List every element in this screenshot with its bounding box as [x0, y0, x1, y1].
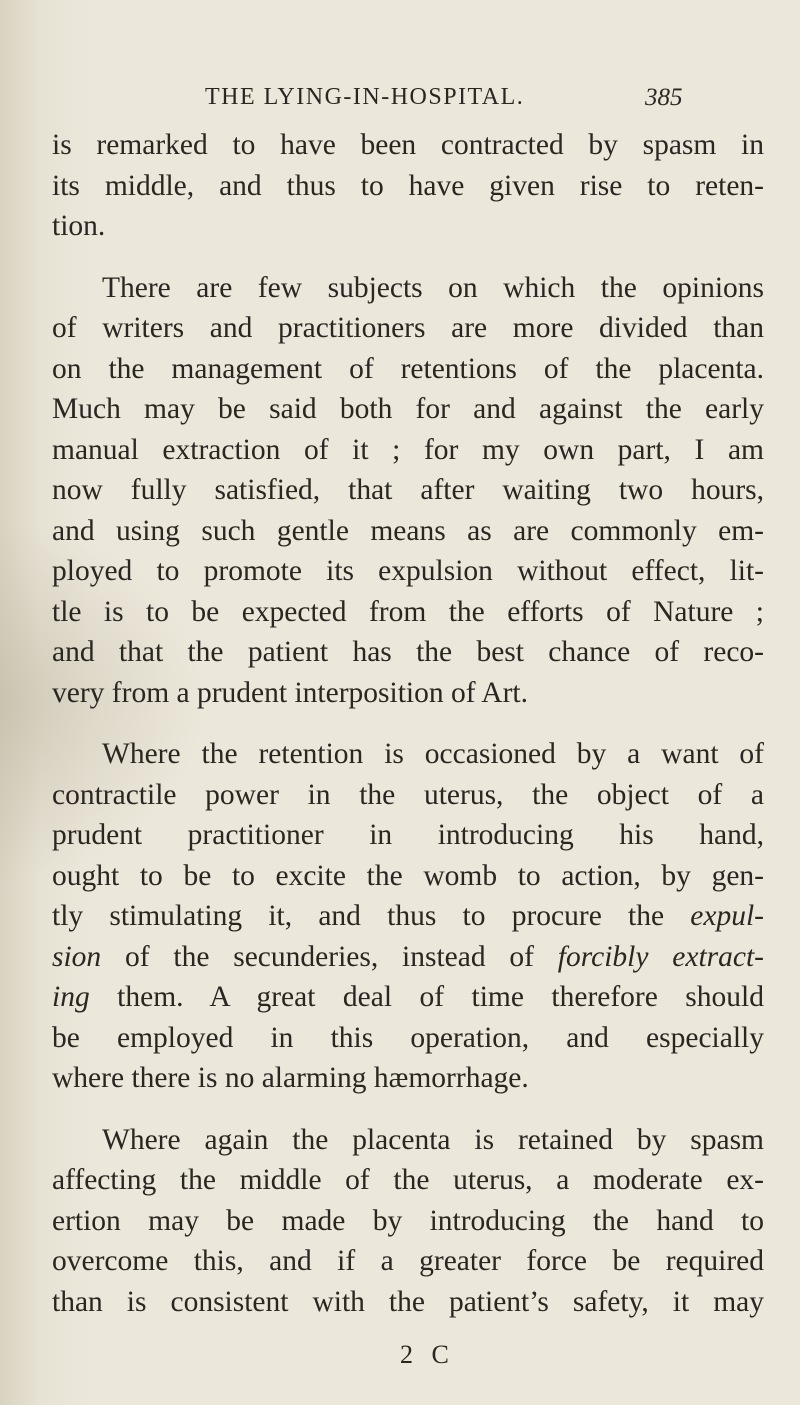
text-line: than is consistent with the patient’s safety, it may — [52, 1285, 764, 1318]
text-line: Much may be said both for and against the early — [52, 393, 764, 425]
text-line — [52, 896, 764, 937]
text-line: now fully satisfied, that after waiting two hours, — [52, 474, 764, 506]
text-line — [52, 977, 764, 1018]
text-line: ought to be to excite the womb to action, by gen- — [52, 859, 764, 892]
running-title: THE LYING-IN-HOSPITAL. — [205, 84, 525, 110]
page-number: 385 — [645, 84, 683, 111]
text-line: and that the patient has the best chance of reco- — [52, 636, 764, 668]
paragraph-3 — [52, 734, 764, 1099]
text-line: tle is to be expected from the efforts of Nature ; — [52, 595, 764, 628]
text-run: them. A great deal of time therefore should — [89, 981, 764, 1013]
text-line: where there is no alarming hæmorrhage. — [52, 1062, 529, 1094]
text-line: Where the retention is occasioned by a want of — [102, 738, 764, 770]
italic-run: sion — [52, 940, 102, 973]
text-line: manual extraction of it ; for my own part, I am — [52, 433, 764, 466]
text-line: ertion may be made by introducing the hand to — [52, 1204, 764, 1237]
text-line: contractile power in the uterus, the object of a — [52, 778, 764, 811]
text-line: and using such gentle means as are commonly em- — [52, 514, 764, 547]
paragraph-1 — [52, 125, 764, 247]
text-line — [52, 937, 764, 978]
text-line: prudent practitioner in introducing his hand, — [52, 819, 764, 851]
text-line: its middle, and thus to have given rise to reten- — [52, 169, 764, 202]
italic-run: forcibly extract- — [557, 940, 764, 973]
paragraph-2 — [52, 268, 764, 714]
signature-mark: 2 C — [400, 1340, 455, 1369]
text-line: affecting the middle of the uterus, a moderate ex- — [52, 1164, 764, 1196]
text-line: ployed to promote its expulsion without effect, lit- — [52, 555, 764, 587]
text-line: on the management of retentions of the placenta. — [52, 352, 764, 385]
paragraph-4 — [52, 1120, 764, 1323]
text-line: There are few subjects on which the opinions — [102, 271, 764, 304]
text-line: is remarked to have been contracted by spasm in — [52, 129, 764, 161]
italic-run: ing — [52, 981, 90, 1013]
text-line: overcome this, and if a greater force be required — [52, 1245, 764, 1277]
body-text — [52, 125, 764, 1322]
text-run: tly stimulating it, and thus to procure the — [52, 900, 691, 932]
italic-run: expul- — [690, 900, 764, 932]
text-run: of the secunderies, instead of — [101, 940, 558, 973]
text-line: tion. — [52, 210, 106, 242]
text-line: of writers and practitioners are more divided than — [52, 312, 764, 344]
text-line: be employed in this operation, and especially — [52, 1021, 764, 1054]
text-line: very from a prudent interposition of Art. — [52, 676, 528, 709]
text-line: Where again the placenta is retained by spasm — [102, 1123, 764, 1156]
